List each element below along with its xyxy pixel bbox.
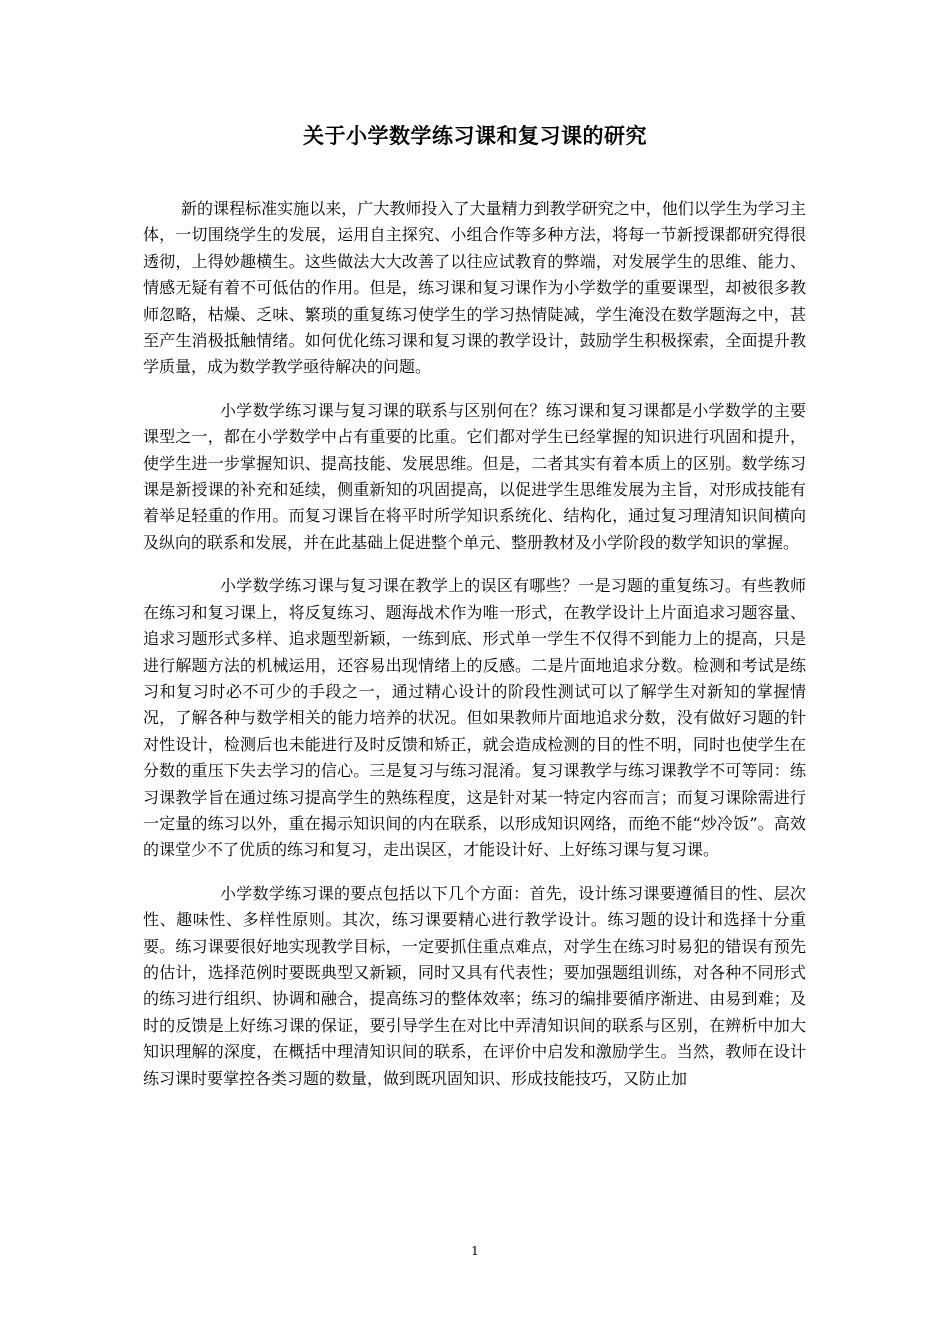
paragraph-4: 小学数学练习课的要点包括以下几个方面：首先，设计练习课要遵循目的性、层次性、趣味性、多样性原则。其次，练习课要精心进行教学设计。练习题的设计和选择十分重要。练习课要很好地实现教学目标，一定要抓住重点难点，对学生在练习时易犯的错误有预先的估计，选择范例时要既典型又新颖，同时又具有代表性；要加强题组训练，对各种不同形式的练习进行组织、协调和融合，提高练习的整体效率；练习的编排要循序渐进、由易到难；及时的反馈是上好练习课的保证，要引导学生在对比中弄清知识间的联系与区别，在辨析中加大知识理解的深度，在概括中理清知识间的联系，在评价中启发和激励学生。当然，教师在设计练习课时要掌控各类习题的数量，做到既巩固知识、形成技能技巧，又防止加 — [143, 883, 806, 1088]
page-number: 1 — [471, 1244, 479, 1258]
paragraph-1: 新的课程标准实施以来，广大教师投入了大量精力到教学研究之中，他们以学生为学习主体，一切围绕学生的发展，运用自主探究、小组合作等多种方法，将每一节新授课都研究得很透彻，上得妙趣横生。这些做法大大改善了以往应试教育的弊端，对发展学生的思维、能力、情感无疑有着不可低估的作用。但是，练习课和复习课作为小学数学的重要课型，却被很多教师忽略，枯燥、乏味、繁琐的重复练习使学生的学习热情陡减，学生淹没在数学题海之中，甚至产生消极抵触情绪。如何优化练习课和复习课的教学设计，鼓励学生积极探索，全面提升教学质量，成为数学教学亟待解决的问题。 — [143, 199, 806, 377]
paragraph-2: 小学数学练习课与复习课的联系与区别何在？练习课和复习课都是小学数学的主要课型之一，都在小学数学中占有重要的比重。它们都对学生已经掌握的知识进行巩固和提升，使学生进一步掌握知识、提高技能、发展思维。但是，二者其实有着本质上的区别。数学练习课是新授课的补充和延续，侧重新知的巩固提高，以促进学生思维发展为主旨，对形成技能有着举足轻重的作用。而复习课旨在将平时所学知识系统化、结构化，通过复习理清知识间横向及纵向的联系和发展，并在此基础上促进整个单元、整册教材及小学阶段的数学知识的掌握。 — [143, 400, 806, 552]
document-title: 关于小学数学练习课和复习课的研究 — [303, 123, 647, 148]
document-body — [143, 196, 806, 1109]
paragraph-3: 小学数学练习课与复习课在教学上的误区有哪些？一是习题的重复练习。有些教师在练习和复习课上，将反复练习、题海战术作为唯一形式，在教学设计上片面追求习题容量、追求习题形式多样、追求题型新颖，一练到底、形式单一学生不仅得不到能力上的提高，只是进行解题方法的机械运用，还容易出现情绪上的反感。二是片面地追求分数。检测和考试是练习和复习时必不可少的手段之一，通过精心设计的阶段性测试可以了解学生对新知的掌握情况，了解各种与数学相关的能力培养的状况。但如果教师片面地追求分数，没有做好习题的针对性设计，检测后也未能进行及时反馈和矫正，就会造成检测的目的性不明，同时也使学生在分数的重压下失去学习的信心。三是复习与练习混淆。复习课教学与练习课教学不可等同：练习课教学旨在通过练习提高学生的熟练程度，这是针对某一特定内容而言；而复习课除需进行一定量的练习以外，重在揭示知识间的内在联系，以形成知识网络，而绝不能“炒冷饭”。高效的课堂少不了优质的练习和复习，走出误区，才能设计好、上好练习课与复习课。 — [143, 576, 806, 860]
